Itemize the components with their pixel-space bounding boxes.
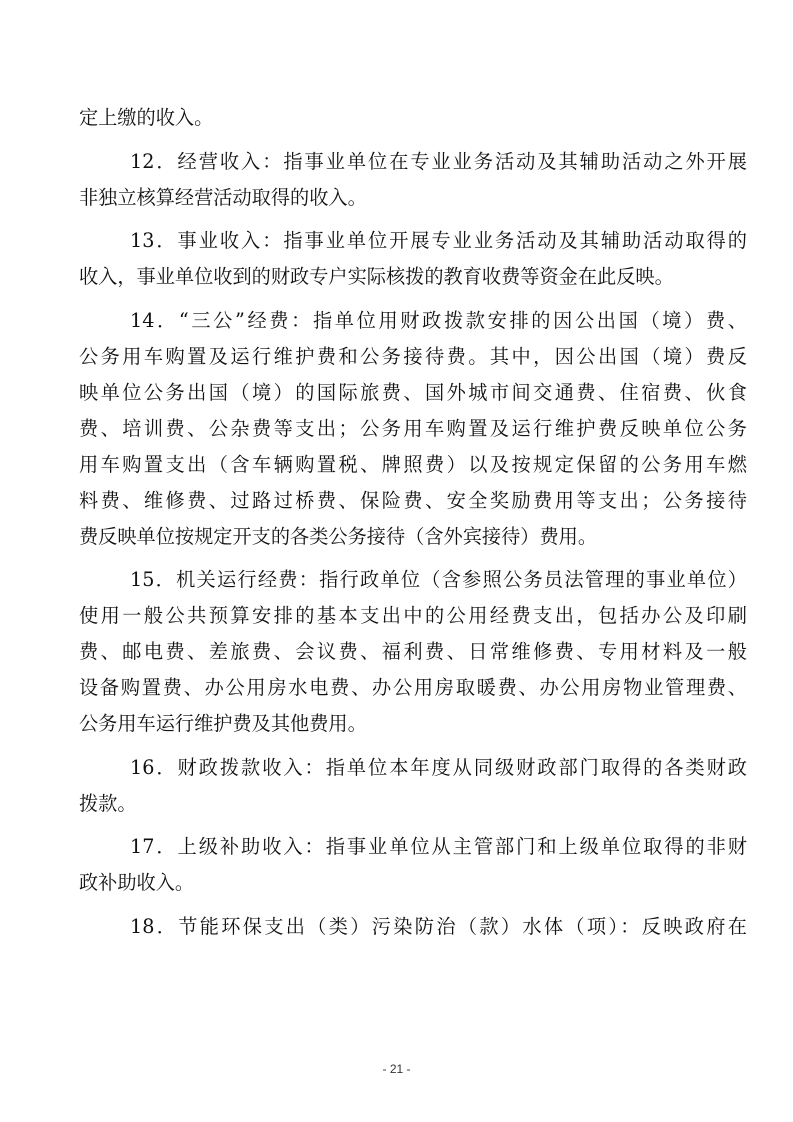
text-line: 政补助收入。 xyxy=(79,871,195,894)
text-line: 费、培训费、公杂费等支出；公务用车购置及运行维护费反映单位公务 xyxy=(79,416,747,440)
text-line: 费、邮电费、差旅费、会议费、福利费、日常维修费、专用材料及一般 xyxy=(79,640,747,663)
text-line: 公务用车购置及运行维护费和公务接待费。其中，因公出国（境）费反 xyxy=(79,344,747,368)
text-line: 公务用车运行维护费及其他费用。 xyxy=(79,712,367,735)
page-number: - 21 - xyxy=(382,1062,411,1076)
text-line: 映单位公务出国（境）的国际旅费、国外城市间交通费、住宿费、伙食 xyxy=(79,380,747,404)
text-line: 用车购置支出（含车辆购置税、牌照费）以及按规定保留的公务用车燃 xyxy=(79,452,747,476)
text-line: 拨款。 xyxy=(79,791,137,815)
text-line: 12．经营收入：指事业单位在专业业务活动及其辅助活动之外开展 xyxy=(130,149,747,173)
text-line: 13．事业收入：指事业单位开展专业业务活动及其辅助活动取得的 xyxy=(130,229,747,252)
text-line: 定上缴的收入。 xyxy=(79,106,214,129)
text-line: 14．“三公”经费：指单位用财政拨款安排的因公出国（境）费、 xyxy=(130,308,747,332)
text-line: 17．上级补助收入：指事业单位从主管部门和上级单位取得的非财 xyxy=(130,835,747,858)
text-line: 料费、维修费、过路过桥费、保险费、安全奖励费用等支出；公务接待 xyxy=(79,488,747,512)
text-line: 18．节能环保支出（类）污染防治（款）水体（项）：反映政府在 xyxy=(130,914,747,938)
text-line: 设备购置费、办公用房水电费、办公用房取暖费、办公用房物业管理费、 xyxy=(79,676,747,699)
text-line: 使用一般公共预算安排的基本支出中的公用经费支出，包括办公及印刷 xyxy=(79,604,747,627)
text-line: 15．机关运行经费：指行政单位（含参照公务员法管理的事业单位） xyxy=(130,568,747,591)
text-line: 费反映单位按规定开支的各类公务接待（含外宾接待）费用。 xyxy=(79,524,598,548)
text-line: 非独立核算经营活动取得的收入。 xyxy=(79,185,367,209)
text-line: 16．财政拨款收入：指单位本年度从同级财政部门取得的各类财政 xyxy=(130,755,747,779)
body-text xyxy=(79,100,747,945)
text-line: 收入，事业单位收到的财政专户实际核拨的教育收费等资金在此反映。 xyxy=(79,265,674,288)
